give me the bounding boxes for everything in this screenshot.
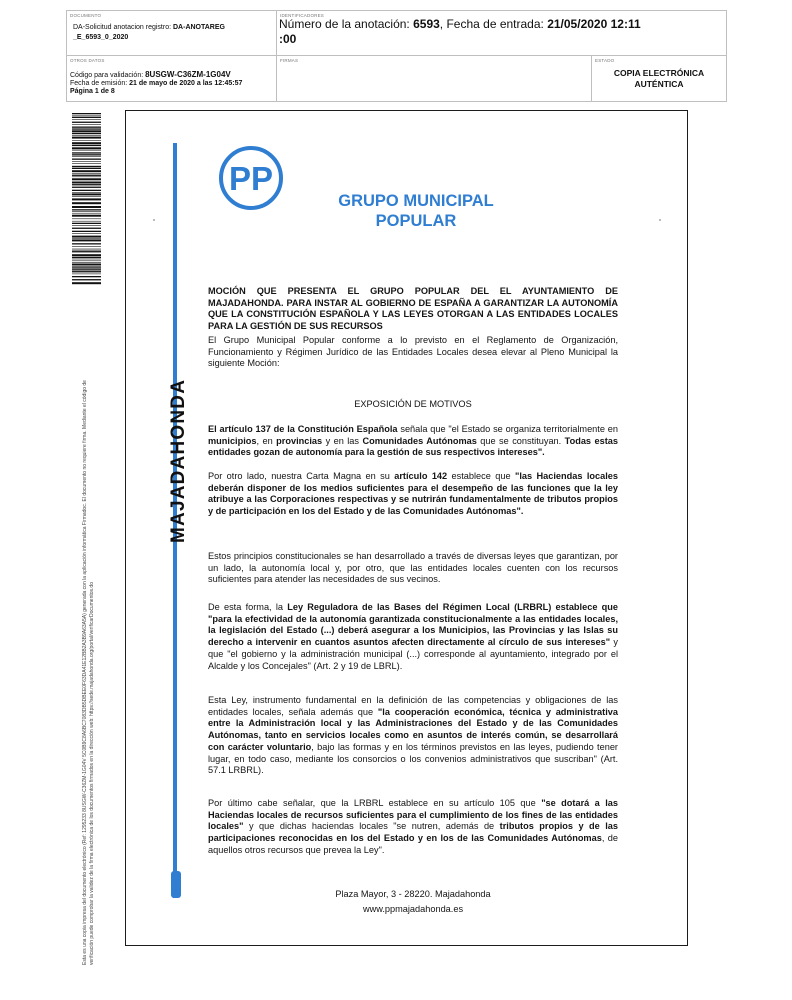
barcode-bar <box>72 213 101 214</box>
barcode-bar <box>72 269 101 270</box>
barcode-bar <box>72 251 101 252</box>
fecha-entrada: 21/05/2020 12:11 <box>547 17 641 31</box>
barcode-bar <box>72 282 101 284</box>
barcode-bar <box>72 117 101 118</box>
barcode-bar <box>72 250 101 251</box>
barcode-bar <box>72 145 101 146</box>
barcode-bar <box>72 175 101 176</box>
logo-text: PP <box>228 160 274 197</box>
barcode-bar <box>72 231 101 232</box>
barcode-bar <box>72 127 101 128</box>
barcode-bar <box>72 193 101 195</box>
barcode-bar <box>72 202 101 204</box>
barcode-bar <box>72 128 101 129</box>
barcode-bar <box>72 177 101 178</box>
intro-paragraph: El Grupo Municipal Popular conforme a lo previsto en el Reglamento de Organización, Funcionamiento y Régimen Jurídico de las Entidades Locales desea elevar al Pleno Municipal la siguiente Moción: <box>208 335 618 369</box>
barcode-bar <box>72 279 101 280</box>
barcode-bar <box>72 257 101 258</box>
fecha-emision: Fecha de emisión: 21 de mayo de 2020 a las 12:45:57 <box>70 80 243 87</box>
estado-value: COPIA ELECTRÓNICA AUTÉNTICA <box>613 68 705 89</box>
verification-note: Esta es una copia impresa del documento electrónico (Ref: 1295233 8USGW-C36ZM-1G04V 5C0B9C8A6BC7083DB5DBEE0F63DA41E12BB2A3B9A63A5A) generada con la aplicación informática Firmadoc. El documento no requiere firma. Mediante el código de verificación puede comprobar la validez de la firma electrónica de los documentos firmados en la dirección web: https://sede.majadahonda.org/portal/verificarDocumentos.do <box>82 380 95 965</box>
barcode-bar <box>72 168 101 169</box>
barcode-bar <box>72 184 101 185</box>
barcode-bar <box>72 228 101 229</box>
barcode-bar <box>72 133 101 134</box>
barcode-bar <box>72 124 101 125</box>
barcode-bar <box>72 262 101 263</box>
firmas-label: FIRMAS <box>280 58 299 63</box>
motion-title: MOCIÓN QUE PRESENTA EL GRUPO POPULAR DEL EL AYUNTAMIENTO DE MAJADAHONDA. PARA INSTAR AL GOBIERNO DE ESPAÑA A GARANTIZAR LA AUTONOMÍA QUE LA CONSTITUCIÓN ESPAÑOLA Y LAS LEYES OTORGAN A LAS ENTIDADES LOCALES PARA LA GESTIÓN DE SUS RECURSOS <box>208 286 618 332</box>
brand-bar-end <box>171 871 181 898</box>
barcode-bar <box>72 135 101 136</box>
scan-mark <box>659 219 661 221</box>
barcode-bar <box>72 261 101 262</box>
barcode-bar <box>72 130 101 132</box>
estado-cell <box>592 56 726 101</box>
barcode-bar <box>72 166 101 167</box>
identificadores-cell <box>277 11 726 56</box>
barcode-bar <box>72 206 101 208</box>
barcode-bar <box>72 254 101 256</box>
barcode-bar <box>72 154 101 155</box>
paragraph-principles: Estos principios constitucionales se han desarrollado a través de diversas leyes que garantizan, por un lado, la autonomía local y, por otro, que las entidades locales cuenten con los recursos suficientes para atender las necesidades de sus vecinos. <box>208 551 618 585</box>
barcode-bar <box>72 178 101 180</box>
barcode-bar <box>72 221 101 222</box>
barcode-bar <box>72 156 101 157</box>
barcode-bar <box>72 173 101 174</box>
barcode-bar <box>72 159 101 160</box>
barcode-bar <box>72 119 101 120</box>
scan-mark <box>153 219 155 221</box>
barcode-bar <box>72 163 101 164</box>
barcode-bar <box>72 223 101 224</box>
paragraph-lrbrl: De esta forma, la Ley Reguladora de las Bases del Régimen Local (LRBRL) establece que "para la efectividad de la autonomía garantizada constitucionalmente a las entidades locales, la legislación del Estado (...) deberá asegurar a los Municipios, las Provincias y las Islas su derecho a intervenir en cuantos asuntos afecten directamente al círculo de sus intereses" y que "el gobierno y la administración municipal (...) corresponde al ayuntamiento, integrado por el Alcalde y los Concejales" (Art. 2 y 19 de LBRL). <box>208 602 618 671</box>
barcode-bar <box>72 236 101 238</box>
barcode-bar <box>72 147 101 149</box>
barcode-bar <box>72 182 101 184</box>
barcode-bar <box>72 209 101 210</box>
paragraph-article-105: Por último cabe señalar, que la LRBRL establece en su artículo 105 que "se dotará a las Haciendas locales de recursos suficientes para el cumplimiento de los fines de las entidades locales" y que dichas haciendas locales "se nutren, además de tributos propios y de las participaciones reconocidas en los del Estado y en los de las Comunidades Autónomas, de aquellos otros recursos que prevea la Ley". <box>208 798 619 855</box>
anotacion-number: 6593 <box>413 17 440 31</box>
barcode-bar <box>72 142 101 144</box>
barcode-bar <box>72 187 101 188</box>
barcode-bar <box>72 276 101 277</box>
documento-cell <box>67 11 277 56</box>
otros-datos-label: OTROS DATOS <box>70 58 105 63</box>
barcode-bar <box>72 140 101 141</box>
barcode-bar <box>72 170 101 172</box>
anotacion-info: Número de la anotación: 6593, Fecha de entrada: 21/05/2020 12:11 :00 <box>279 17 641 46</box>
document-page <box>125 110 688 946</box>
barcode-bar <box>72 233 101 234</box>
barcode-bar <box>72 219 101 220</box>
footer-address: Plaza Mayor, 3 - 28220. Majadahonda <box>335 889 491 899</box>
identificadores-label: IDENTIFICADORES <box>280 13 325 18</box>
paragraph-article-137: El artículo 137 de la Constitución Española señala que "el Estado se organiza territorialmente en municipios, en provincias y en las Comunidades Autónomas que se constituyan. Todas estas entidades gozan de autonomía para la gestión de sus respectivos intereses". <box>208 424 618 458</box>
paragraph-cooperation: Esta Ley, instrumento fundamental en la definición de las competencias y obligaciones de las entidades locales, señala además que "la cooperación económica, técnica y administrativa entre la Administración local y las Administraciones del Estado y de las Comunidades Autónomas, tanto en servicios locales como en asuntos de interés común, se desarrollará con carácter voluntario, bajo las formas y en los términos previstos en las leyes, pudiendo tener lugar, en todo caso, mediante los consorcios o los convenios administrativos que suscriban" (Art. 57.1 LRBRL). <box>208 695 618 776</box>
barcode-bar <box>72 238 101 239</box>
barcode-bar <box>72 225 101 226</box>
barcode-bar <box>72 259 101 260</box>
otros-datos-cell <box>67 56 277 101</box>
barcode-bar <box>72 190 101 191</box>
barcode-bar <box>72 196 101 197</box>
barcode-bar <box>72 116 101 117</box>
documento-label: DOCUMENTO <box>70 13 102 18</box>
documento-code: _E_6593_0_2020 <box>73 34 129 41</box>
barcode-bar <box>72 211 101 212</box>
barcode-bar <box>72 198 101 200</box>
firmas-cell <box>277 56 592 101</box>
paragraph-article-142: Por otro lado, nuestra Carta Magna en su artículo 142 establece que "las Haciendas locales deberán disponer de los medios suficientes para el desempeño de las funciones que la ley atribuye a las Corporaciones respectivas y se nutrirán fundamentalmente de tributos propios y de participación en los del Estado y de las Comunidades Autónomas". <box>208 471 618 517</box>
document-header <box>66 10 727 102</box>
barcode-bar <box>72 161 101 162</box>
barcode-bar <box>72 249 101 250</box>
footer-website[interactable]: www.ppmajadahonda.es <box>362 904 464 914</box>
section-heading: EXPOSICIÓN DE MOTIVOS <box>354 399 472 409</box>
barcode-bar <box>72 122 101 123</box>
barcode-bar <box>72 274 101 275</box>
barcode-bar <box>72 137 101 139</box>
codigo-validacion: Código para validación: 8USGW-C36ZM-1G04V <box>70 70 231 79</box>
barcode-bar <box>72 192 101 193</box>
barcode-bar <box>72 266 101 267</box>
barcode-bar <box>72 152 101 153</box>
barcode <box>72 113 101 285</box>
barcode-bar <box>72 150 101 151</box>
majadahonda-vertical-label: MAJADAHONDA <box>168 378 189 543</box>
pagina-indicator: Página 1 de 8 <box>70 88 115 95</box>
barcode-bar <box>72 246 101 247</box>
pp-logo-icon <box>218 145 284 211</box>
documento-name: DA-Solicitud anotacion registro: DA-ANOTAREG <box>73 24 225 31</box>
estado-label: ESTADO <box>595 58 615 63</box>
barcode-bar <box>72 243 101 244</box>
barcode-bar <box>72 113 101 114</box>
barcode-bar <box>72 239 101 241</box>
barcode-bar <box>72 271 101 272</box>
barcode-bar <box>72 264 101 266</box>
group-name: GRUPO MUNICIPAL POPULAR <box>338 192 494 230</box>
barcode-bar <box>72 215 101 217</box>
barcode-bar <box>72 267 101 268</box>
